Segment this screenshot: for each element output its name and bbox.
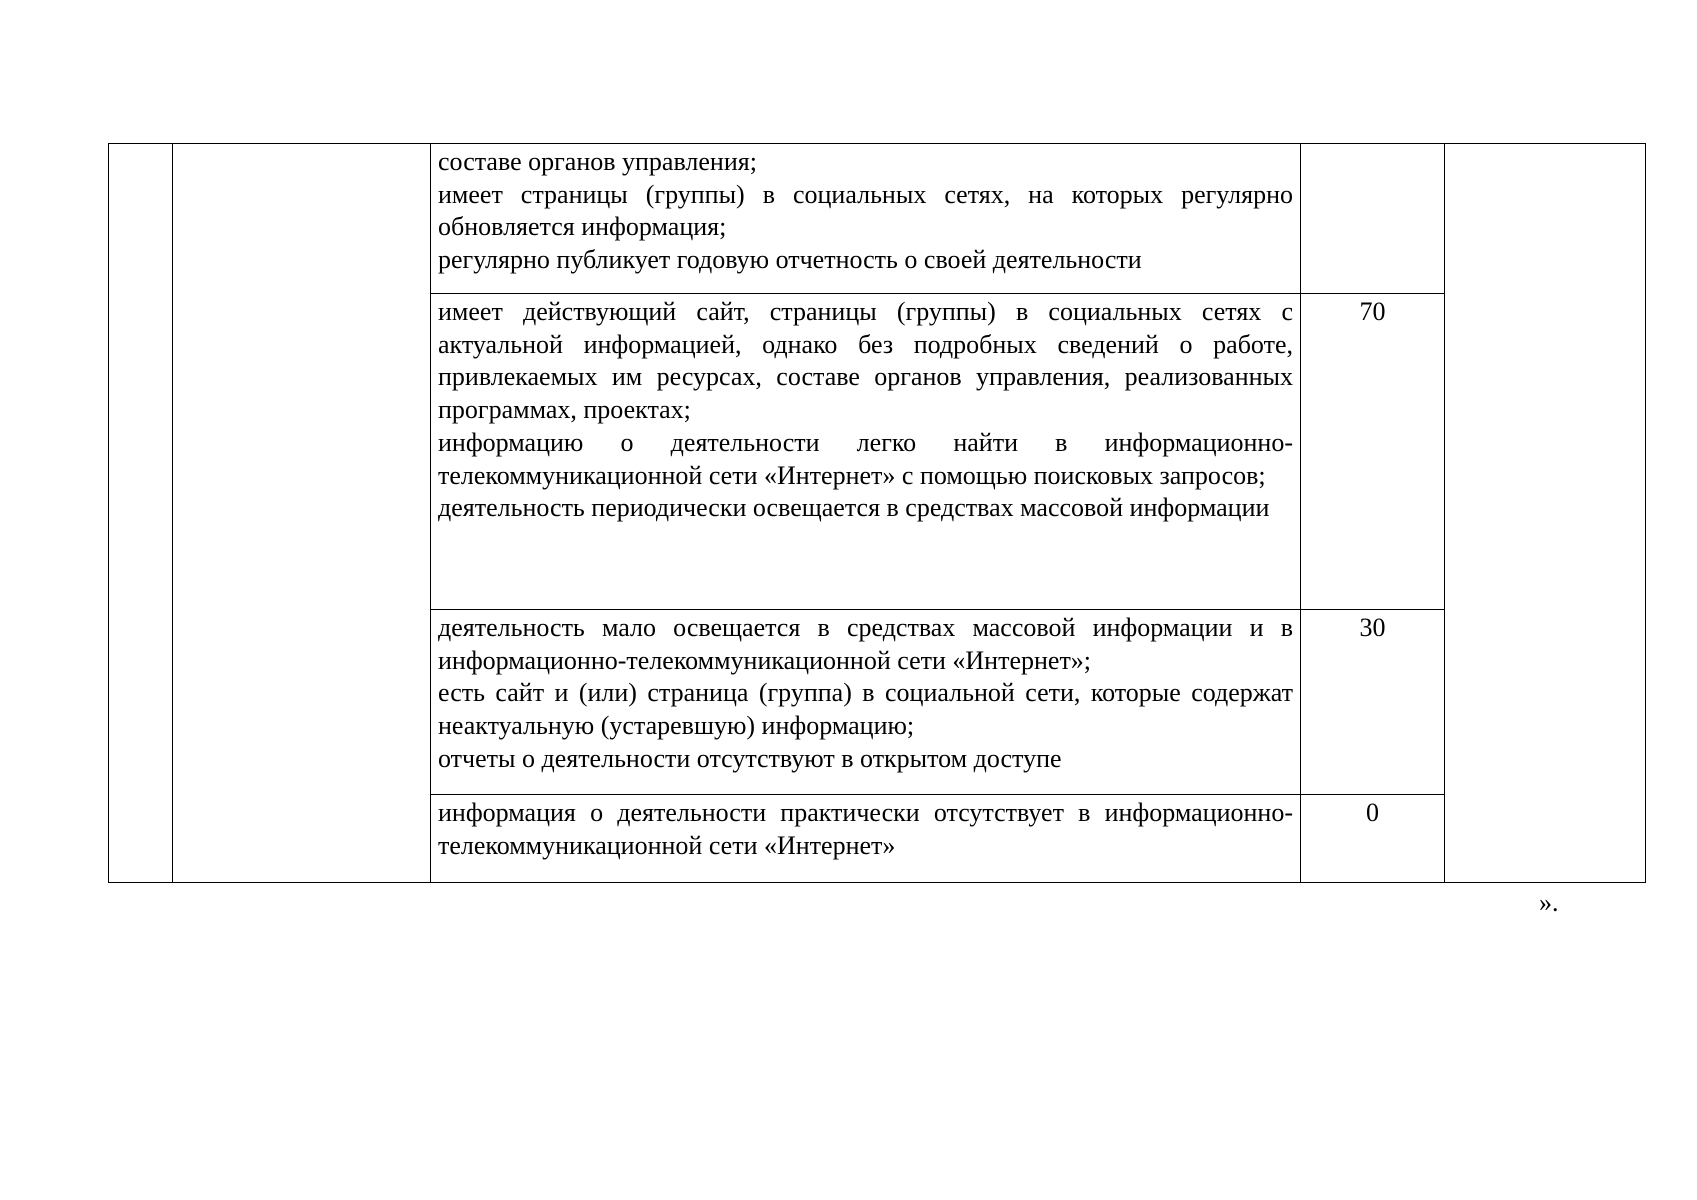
criterion-cell <box>173 144 431 883</box>
criteria-table <box>108 143 1646 883</box>
description-paragraph: имеет страницы (группы) в социальных сетях, на которых регулярно обновляется информация; <box>438 179 1293 242</box>
notes-cell <box>1445 144 1646 883</box>
description-paragraph: регулярно публикует годовую отчетность о своей деятельности <box>438 245 1142 275</box>
description-paragraph: отчеты о деятельности отсутствуют в открытом доступе <box>438 743 1062 773</box>
description-paragraph: деятельность периодически освещается в средствах массовой информации <box>438 493 1270 523</box>
score-cell: 0 <box>1301 795 1445 883</box>
description-cell <box>431 294 1301 610</box>
score-cell: 70 <box>1301 294 1445 610</box>
table-row <box>109 144 1646 294</box>
description-paragraph: составе органов управления; <box>438 147 757 176</box>
closing-quote: ». <box>1539 888 1559 917</box>
description-cell <box>431 144 1301 294</box>
number-cell <box>109 144 173 883</box>
description-paragraph: деятельность мало освещается в средствах массовой информации и в информационно-телекоммуникационной сети «Интернет»; <box>438 613 1293 675</box>
score-cell: 30 <box>1301 610 1445 795</box>
description-paragraph: информацию о деятельности легко найти в информационно-телекоммуникационной сети «Интернет» с помощью поисковых запросов; <box>438 427 1293 490</box>
description-paragraph: есть сайт и (или) страница (группа) в социальной сети, которые содержат неактуальную (устаревшую) информацию; <box>438 678 1293 741</box>
description-paragraph: имеет действующий сайт, страницы (группы) в социальных сетях с актуальной информацией, однако без подробных сведений о работе, привлекаемых им ресурсах, составе органов управления, реализованных программах, проектах; <box>438 297 1293 425</box>
description-paragraph: информация о деятельности практически отсутствует в информационно-телекоммуникационной сети «Интернет» <box>438 798 1293 860</box>
description-cell <box>431 795 1301 883</box>
description-cell <box>431 610 1301 795</box>
score-cell <box>1301 144 1445 294</box>
